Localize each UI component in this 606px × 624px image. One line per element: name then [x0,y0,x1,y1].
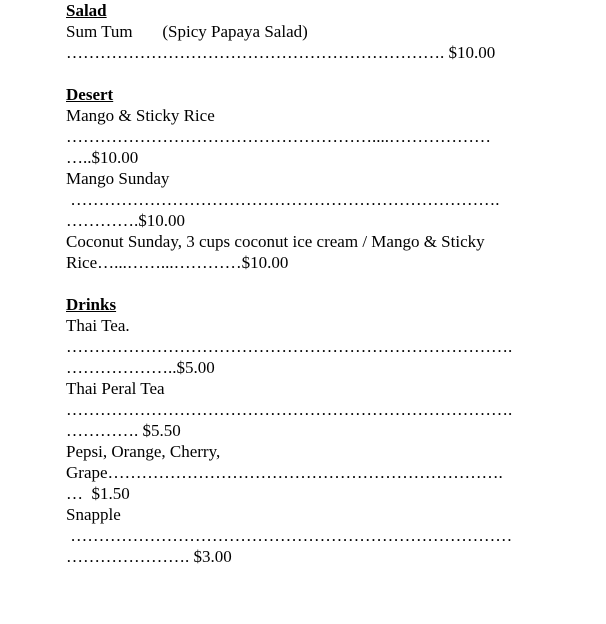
menu-dots-line: ……………………………………………………………………. [66,337,513,356]
menu-item-line: Thai Tea. [66,316,130,335]
section-heading: Drinks [66,295,117,314]
menu-dots-line: …………………………………………………………………… [66,526,513,545]
menu-item-line: Mango & Sticky Rice [66,106,215,125]
section-desert [66,84,586,273]
section-spacer [66,273,586,294]
menu-item-line: Mango Sunday [66,169,170,188]
menu-price-line: …………. $5.50 [66,421,181,440]
menu-price-line: ………………..$5.00 [66,358,215,377]
section-drinks [66,294,586,567]
menu-item-line: Pepsi, Orange, Cherry, [66,442,221,461]
section-salad [66,0,586,63]
section-spacer [66,63,586,84]
menu-price-line: Rice…...……...…………$10.00 [66,253,289,272]
menu-item-line: Grape……………………………………………………………. [66,463,503,482]
menu-item-line: Thai Peral Tea [66,379,165,398]
section-heading: Salad [66,1,107,20]
menu-dots-line: …………………………………………………………………. [66,190,500,209]
menu-price-line: …………………. $3.00 [66,547,232,566]
menu-price-line: ………….$10.00 [66,211,185,230]
menu-dots-line: ……………………………………………………………………. [66,400,513,419]
menu-item-line: Coconut Sunday, 3 cups coconut ice cream / Mango & Sticky [66,232,485,251]
menu-document [66,0,586,567]
menu-dots-line: ………………………………………………....……………… [66,127,491,146]
section-heading: Desert [66,85,114,104]
menu-price-line: … $1.50 [66,484,130,503]
menu-price-line: …………………………………………………………. $10.00 [66,43,496,62]
menu-item-line: Snapple [66,505,121,524]
menu-price-line: …..$10.00 [66,148,139,167]
menu-item-line: Sum Tum (Spicy Papaya Salad) [66,22,308,41]
